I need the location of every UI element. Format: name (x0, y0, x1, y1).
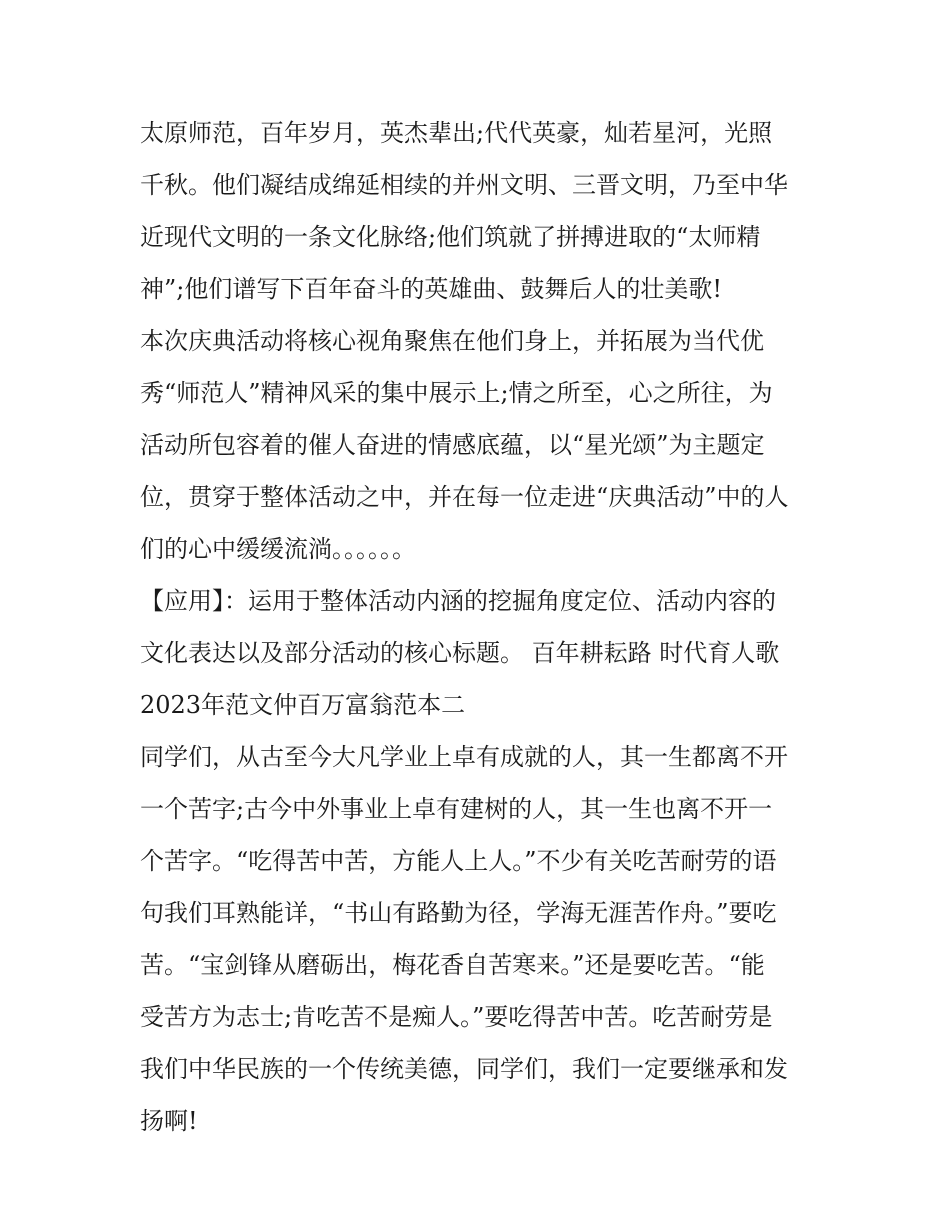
text-line: 太原师范，百年岁月，英杰辈出;代代英豪，灿若星河，光照 (140, 119, 773, 147)
text-line: 位，贯穿于整体活动之中，并在每一位走进“庆典活动”中的人 (140, 483, 789, 511)
document-body (140, 107, 820, 1147)
text-line: 我们中华民族的一个传统美德，同学们，我们一定要继承和发 (140, 1055, 788, 1083)
text-line: 苦。“宝剑锋从磨砺出，梅花香自苦寒来。”还是要吃苦。“能 (140, 951, 765, 979)
text-line: 千秋。他们凝结成绵延相续的并州文明、三晋文明，乃至中华 (140, 171, 788, 199)
application-note-line: 【应用】：运用于整体活动内涵的挖掘角度定位、活动内容的 (140, 587, 776, 615)
text-line: 们的心中缓缓流淌。。。。。。 (140, 535, 416, 563)
text-line: 近现代文明的一条文化脉络;他们筑就了拼搏进取的“太师精 (140, 223, 761, 251)
section-heading: 2023年范文仲百万富翁范本二 (140, 691, 466, 719)
text-line: 扬啊! (140, 1107, 198, 1135)
text-line: 同学们，从古至今大凡学业上卓有成就的人，其一生都离不开 (140, 743, 788, 771)
text-line: 句我们耳熟能详，“书山有路勤为径，学海无涯苦作舟。”要吃 (140, 899, 777, 927)
text-line: 秀“师范人”精神风采的集中展示上;情之所至，心之所往，为 (140, 379, 773, 407)
text-line: 神”;他们谱写下百年奋斗的英雄曲、鼓舞后人的壮美歌! (140, 275, 722, 303)
text-line: 受苦方为志士;肯吃苦不是痴人。”要吃得苦中苦。吃苦耐劳是 (140, 1003, 773, 1031)
text-line: 本次庆典活动将核心视角聚焦在他们身上，并拓展为当代优 (140, 327, 764, 355)
text-line: 一个苦字;古今中外事业上卓有建树的人，其一生也离不开一 (140, 795, 773, 823)
application-note-line: 文化表达以及部分活动的核心标题。 百年耕耘路 时代育人歌 (140, 639, 780, 667)
text-line: 个苦字。“吃得苦中苦，方能人上人。”不少有关吃苦耐劳的语 (140, 847, 777, 875)
text-line: 活动所包容着的催人奋进的情感底蕴，以“星光颂”为主题定 (140, 431, 765, 459)
